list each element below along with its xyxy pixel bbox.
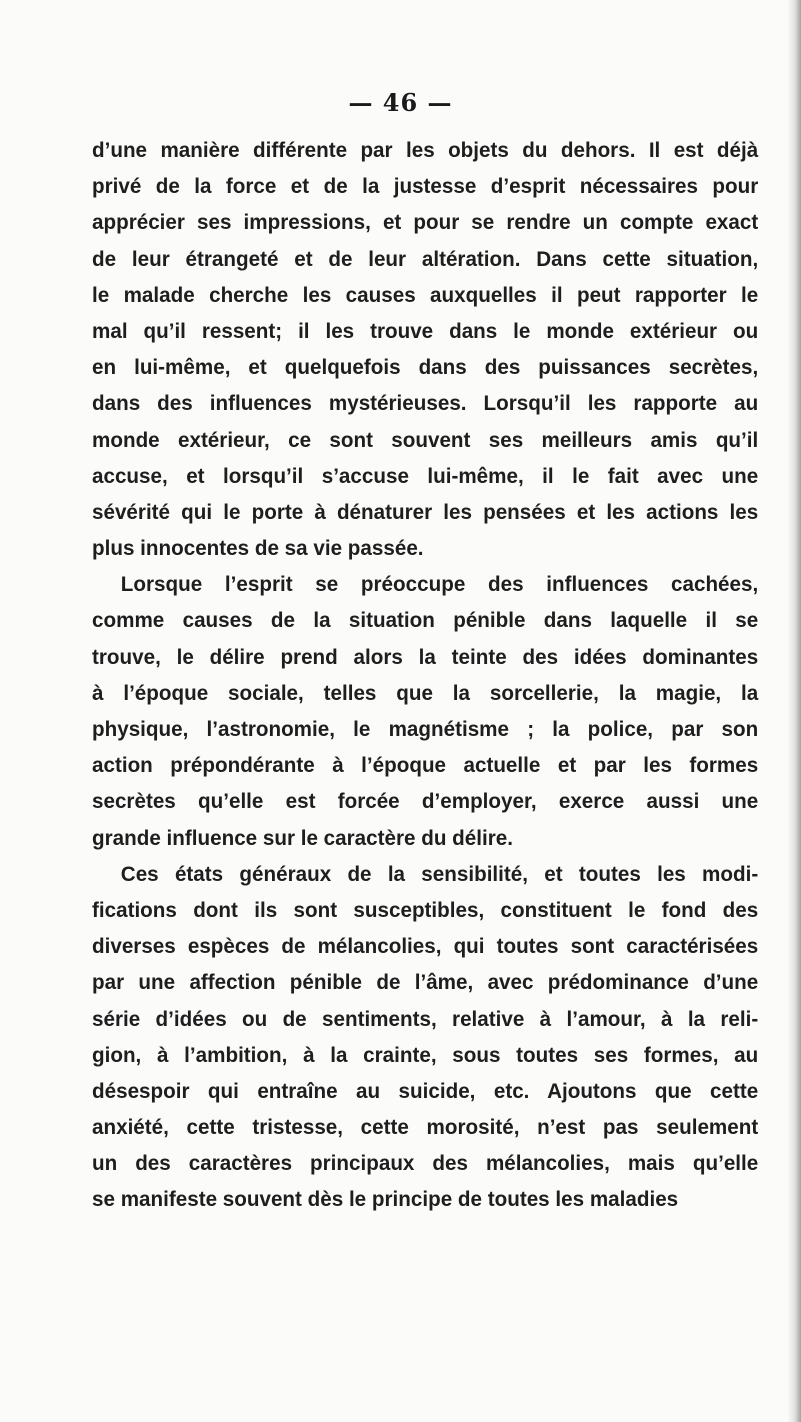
text-line: anxiété, cette tristesse, cette morosité, n’est pas seulement bbox=[92, 1115, 759, 1140]
text-line: monde extérieur, ce sont souvent ses meilleurs amis qu’il bbox=[92, 427, 759, 452]
text-line: action prépondérante à l’époque actuelle et par les formes bbox=[92, 753, 759, 778]
text-line: trouve, le délire prend alors la teinte des idées dominantes bbox=[92, 644, 759, 669]
text-line: mal qu’il ressent; il les trouve dans le monde extérieur ou bbox=[92, 318, 759, 343]
text-line: par une affection pénible de l’âme, avec prédominance d’une bbox=[92, 970, 759, 995]
text-line: série d’idées ou de sentiments, relative à l’amour, à la reli- bbox=[92, 1006, 759, 1031]
text-line: à l’époque sociale, telles que la sorcellerie, la magie, la bbox=[92, 680, 759, 705]
text-line: dans des influences mystérieuses. Lorsqu’il les rapporte au bbox=[92, 391, 759, 416]
text-line: le malade cherche les causes auxquelles il peut rapporter le bbox=[92, 282, 759, 307]
text-line: apprécier ses impressions, et pour se rendre un compte exact bbox=[92, 210, 759, 235]
page-edge-shadow bbox=[787, 0, 801, 1422]
body-text bbox=[92, 132, 758, 1218]
paragraph-start-line: Lorsque l’esprit se préoccupe des influences cachées, bbox=[120, 572, 759, 597]
text-line: d’une manière différente par les objets du dehors. Il est déjà bbox=[92, 138, 759, 162]
text-line: un des caractères principaux des mélancolies, mais qu’elle bbox=[92, 1151, 759, 1176]
text-line: plus innocentes de sa vie passée. bbox=[92, 536, 424, 561]
text-line: privé de la force et de la justesse d’esprit nécessaires pour bbox=[92, 174, 759, 199]
text-line: de leur étrangeté et de leur altération. Dans cette situation, bbox=[92, 246, 759, 271]
text-line: se manifeste souvent dès le principe de toutes les maladies bbox=[92, 1187, 679, 1212]
text-line: diverses espèces de mélancolies, qui toutes sont caractérisées bbox=[92, 934, 759, 959]
text-line: grande influence sur le caractère du délire. bbox=[92, 825, 513, 850]
text-line: gion, à l’ambition, à la crainte, sous toutes ses formes, au bbox=[92, 1042, 759, 1067]
paragraph-start-line: Ces états généraux de la sensibilité, et toutes les modi- bbox=[120, 861, 759, 886]
text-line: secrètes qu’elle est forcée d’employer, exerce aussi une bbox=[92, 789, 759, 814]
text-line: comme causes de la situation pénible dans laquelle il se bbox=[92, 608, 759, 633]
text-line: physique, l’astronomie, le magnétisme ; la police, par son bbox=[92, 717, 759, 741]
text-line: fications dont ils sont susceptibles, constituent le fond des bbox=[92, 897, 759, 922]
text-line: accuse, et lorsqu’il s’accuse lui-même, il le fait avec une bbox=[92, 463, 759, 488]
text-line: en lui-même, et quelquefois dans des puissances secrètes, bbox=[92, 355, 759, 380]
text-line: désespoir qui entraîne au suicide, etc. Ajoutons que cette bbox=[92, 1078, 759, 1103]
page-number: — 46 — bbox=[348, 88, 453, 117]
text-line: sévérité qui le porte à dénaturer les pensées et les actions les bbox=[92, 499, 759, 524]
